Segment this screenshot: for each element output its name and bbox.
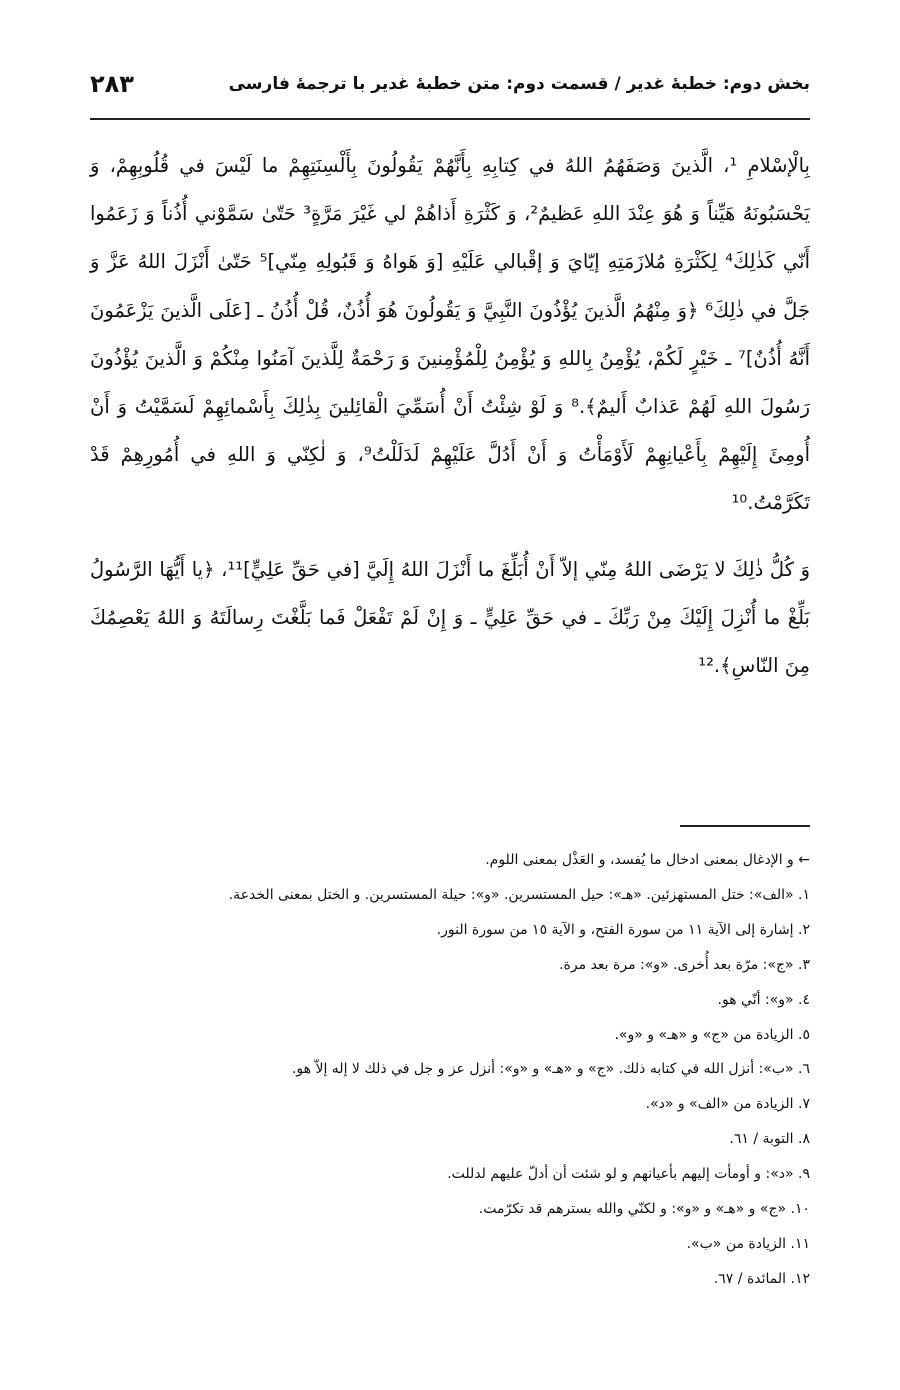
- footnote-10: ١٠. «ج» و «هـ» و «و»: و لكنّي والله بسترهم قد تكرّمت.: [478, 1201, 810, 1218]
- header-divider: [90, 118, 810, 120]
- running-title: بخش دوم: خطبهٔ غدير / قسمت دوم: متن خطبهٔ غدير با ترجمهٔ فارسی: [228, 74, 810, 94]
- main-text: [90, 142, 810, 690]
- footnote-divider: [680, 825, 810, 827]
- page-header: [90, 64, 810, 104]
- footnote-continuation: ← و الإدغال بمعنى ادخال ما يُفسد، و العَذْل بمعنى اللوم.: [485, 852, 810, 868]
- footnote-9: ٩. «د»: و أومأت إليهم بأعيانهم و لو شئت أن أدلّ عليهم لدللت.: [447, 1166, 810, 1183]
- footnote-11: ١١. الزيادة من «ب».: [686, 1235, 810, 1252]
- footnote-6: ٦. «ب»: أنزل الله في كتابه ذلك. «ج» و «هـ» و «و»: أنزل عز و جل في ذلك لا إله إلاّ هو.: [291, 1061, 810, 1078]
- paragraph: وَ كُلُّ ذٰلِكَ لا يَرْضَى اللهُ مِنّي إلاّ أَنْ أُبَلِّغَ ما أَنْزَلَ اللهُ إِلَيَّ [في حَقِّ عَلِيٍّ]¹¹، ﴿يا أَيُّهَا الرَّسُولُ بَلِّغْ ما أُنْزِلَ إِلَيْكَ مِنْ رَبِّكَ ـ في حَقِّ عَلِيٍّ ـ وَ إِنْ لَمْ تَفْعَلْ فَما بَلَّغْتَ رِسالَتَهُ وَ اللهُ يَعْصِمُكَ مِنَ النّاسِ﴾.¹²: [90, 557, 810, 678]
- footnote-3: ٣. «ج»: مرّة بعد أُخرى. «و»: مرة بعد مرة.: [559, 956, 810, 973]
- footnote-5: ٥. الزيادة من «ج» و «هـ» و «و».: [614, 1026, 810, 1043]
- footnotes-section: [90, 843, 810, 1297]
- page-number: ۲۸۳: [90, 70, 134, 98]
- paragraph: بِالْإسْلامِ ¹، الَّذينَ وَصَفَهُمُ اللهُ في كِتابِهِ بِأَنَّهُمْ يَقُولُونَ بِأَلْسِنَتِهِمْ ما لَيْسَ في قُلُوبِهِمْ، وَ يَحْسَبُونَهُ هَيِّناً وَ هُوَ عِنْدَ اللهِ عَظيمٌ²، وَ كَثْرَةِ أَذاهُمْ لي غَيْرَ مَرَّةٍ³ حَتّىٰ سَمَّوْني أُذُناً وَ زَعَمُوا أَنّي كَذٰلِكَ⁴ لِكَثْرَةِ مُلازَمَتِهِ إيّايَ وَ إقْبالي عَلَيْهِ [وَ هَواهُ وَ قَبُولِهِ مِنّي]⁵ حَتّىٰ أَنْزَلَ اللهُ عَزَّ وَ جَلَّ في ذٰلِكَ⁶ ﴿وَ مِنْهُمُ الَّذينَ يُؤْذُونَ النَّبِيَّ وَ يَقُولُونَ هُوَ أُذُنٌ، قُلْ أُذُنُ ـ [عَلَى الَّذينَ يَزْعَمُونَ أَنَّهُ أُذُنٌ]⁷ ـ خَيْرٍ لَكُمْ، يُؤْمِنُ بِاللهِ وَ يُؤْمِنُ لِلْمُؤْمِنينَ وَ رَحْمَةٌ لِلَّذينَ آمَنُوا مِنْكُمْ وَ الَّذينَ يُؤْذُونَ رَسُولَ اللهِ لَهُمْ عَذابٌ أَليمٌ﴾.⁸ وَ لَوْ شِئْتُ أَنْ أُسَمِّيَ الْقائِلينَ بِذٰلِكَ بِأَسْمائِهِمْ لَسَمَّيْتُ وَ أَنْ أُومِئَ إِلَيْهِمْ بِأَعْيانِهِمْ لَأَوْمَأْتُ وَ أَنْ أَدُلَّ عَلَيْهِمْ لَدَلَلْتُ⁹، وَ لٰكِنّي وَ اللهِ في أُمُورِهِمْ قَدْ تَكَرَّمْتُ.¹⁰: [90, 154, 811, 515]
- footnote-7: ٧. الزيادة من «الف» و «د».: [645, 1096, 810, 1113]
- footnote-1: ١. «الف»: ختل المستهزئين. «هـ»: حيل المستسرين. «و»: حيلة المستسرين. و الختل بمعنى الخدعة.: [228, 886, 810, 903]
- footnote-4: ٤. «و»: أنّي هو.: [717, 991, 810, 1008]
- footnote-12: ١٢. المائدة / ٦٧.: [713, 1270, 810, 1287]
- footnote-8: ٨. التوبة / ٦١.: [729, 1131, 810, 1148]
- footnote-2: ٢. إشارة إلى الآية ١١ من سورة الفتح، و الآية ١٥ من سورة النور.: [436, 921, 810, 938]
